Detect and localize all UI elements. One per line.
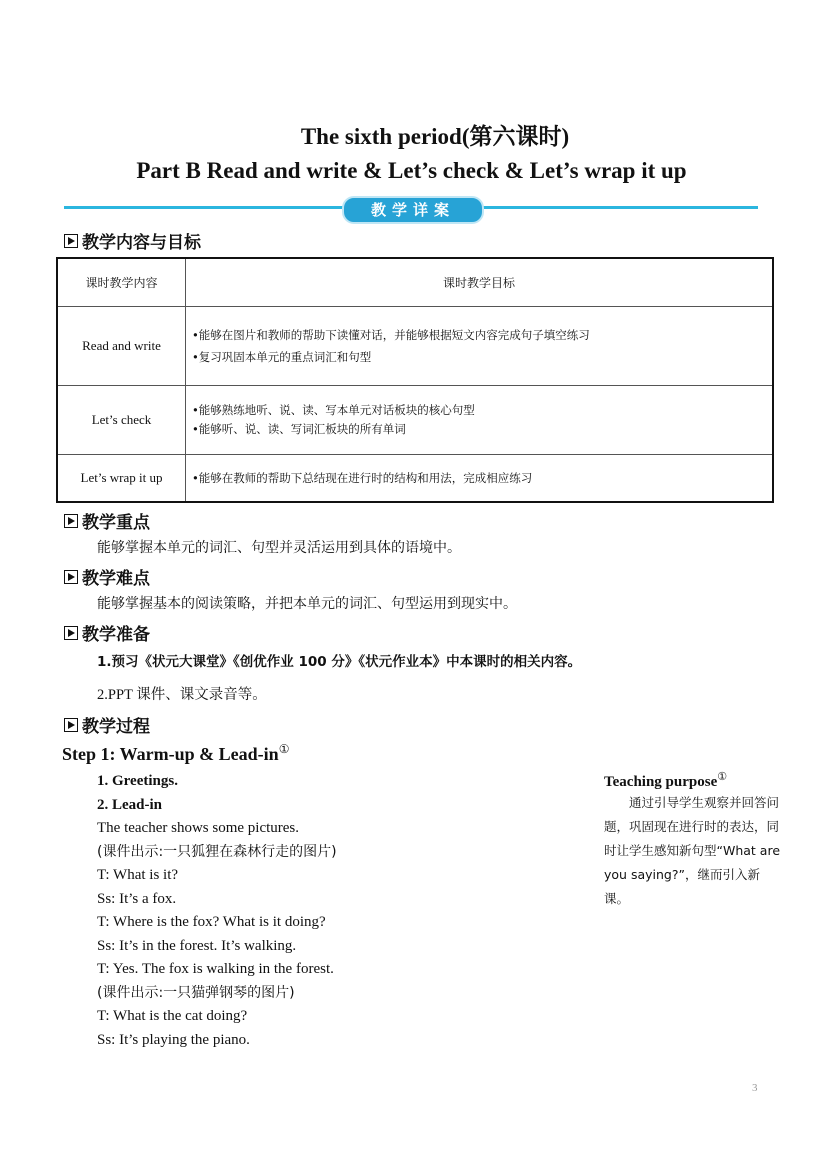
step-line: T: What is the cat doing?: [97, 1008, 248, 1024]
play-triangle-icon: [64, 514, 78, 528]
difficulties-text: 能够掌握基本的阅读策略，并把本单元的词汇、句型运用到现实中。: [97, 596, 517, 612]
step-line: (课件出示:一只狐狸在森林行走的图片): [97, 843, 337, 860]
banner-label: 教学详案: [342, 196, 484, 224]
section-heading-difficulties: 教学难点: [64, 564, 150, 589]
table-row: [57, 454, 773, 502]
banner-line-left: [64, 206, 352, 209]
table-cell-goals: •能够在图片和教师的帮助下读懂对话，并能够根据短文内容完成句子填空练习 •复习巩固本单元的重点词汇和句型: [186, 306, 774, 385]
play-triangle-icon: [64, 234, 78, 248]
play-triangle-icon: [64, 626, 78, 640]
step-1-title: Step 1: Warm-up & Lead-in①: [62, 742, 290, 764]
section-heading-preparation: 教学准备: [64, 620, 150, 645]
step-line: 2. Lead-in: [97, 796, 163, 813]
step-line: T: Where is the fox? What is it doing?: [97, 914, 326, 930]
banner-line-right: [470, 206, 758, 209]
step-line: Ss: It’s playing the piano.: [97, 1031, 250, 1048]
table-cell-content: Let’s check: [57, 385, 186, 454]
play-triangle-icon: [64, 718, 78, 732]
step-line: The teacher shows some pictures.: [97, 820, 300, 836]
preparation-item-1: 1.预习《状元大课堂》《创优作业 100 分》《状元作业本》中本课时的相关内容。: [97, 654, 582, 670]
teaching-purpose-title: Teaching purpose①: [604, 771, 728, 790]
section-heading-content-goals: 教学内容与目标: [64, 228, 201, 253]
teaching-purpose-text: 通过引导学生观察并回答问题，巩固现在进行时的表达，同时让学生感知新句型“What are you saying?”，继而引入新课。: [604, 795, 781, 906]
step-line: Ss: It’s a fox.: [97, 890, 177, 907]
table-cell-content: Read and write: [57, 306, 186, 385]
table-cell-goals: •能够熟练地听、说、读、写本单元对话板块的核心句型 •能够听、说、读、写词汇板块的所有单词: [186, 385, 774, 454]
table-header-cell: 课时教学目标: [186, 258, 774, 306]
table-cell-content: Let’s wrap it up: [57, 454, 186, 502]
section-heading-process: 教学过程: [64, 712, 150, 737]
page-title: The sixth period(第六课时): [300, 124, 570, 149]
step-line: (课件出示:一只猫弹钢琴的图片): [97, 984, 295, 1001]
goals-table: [56, 257, 774, 503]
preparation-item-2: 2.PPT 课件、课文录音等。: [97, 687, 267, 703]
table-row: [57, 385, 773, 454]
step-line: Ss: It’s in the forest. It’s walking.: [97, 937, 297, 954]
table-cell-goals: •能够在教师的帮助下总结现在进行时的结构和用法，完成相应练习: [186, 454, 774, 502]
teaching-purpose-note: [604, 770, 784, 911]
play-triangle-icon: [64, 570, 78, 584]
table-row: [57, 306, 773, 385]
section-heading-key-points: 教学重点: [64, 508, 150, 533]
step-line: T: Yes. The fox is walking in the forest.: [97, 961, 334, 977]
page-subtitle: Part B Read and write & Let’s check & Let’s wrap it up: [136, 158, 687, 183]
key-points-text: 能够掌握本单元的词汇、句型并灵活运用到具体的语境中。: [97, 540, 461, 556]
table-header-cell: 课时教学内容: [57, 258, 186, 306]
table-header-row: [57, 258, 773, 306]
step-line: T: What is it?: [97, 867, 179, 883]
page-number: 3: [752, 1082, 758, 1094]
step-1-body: [97, 770, 337, 1052]
step-line: 1. Greetings.: [97, 773, 178, 789]
